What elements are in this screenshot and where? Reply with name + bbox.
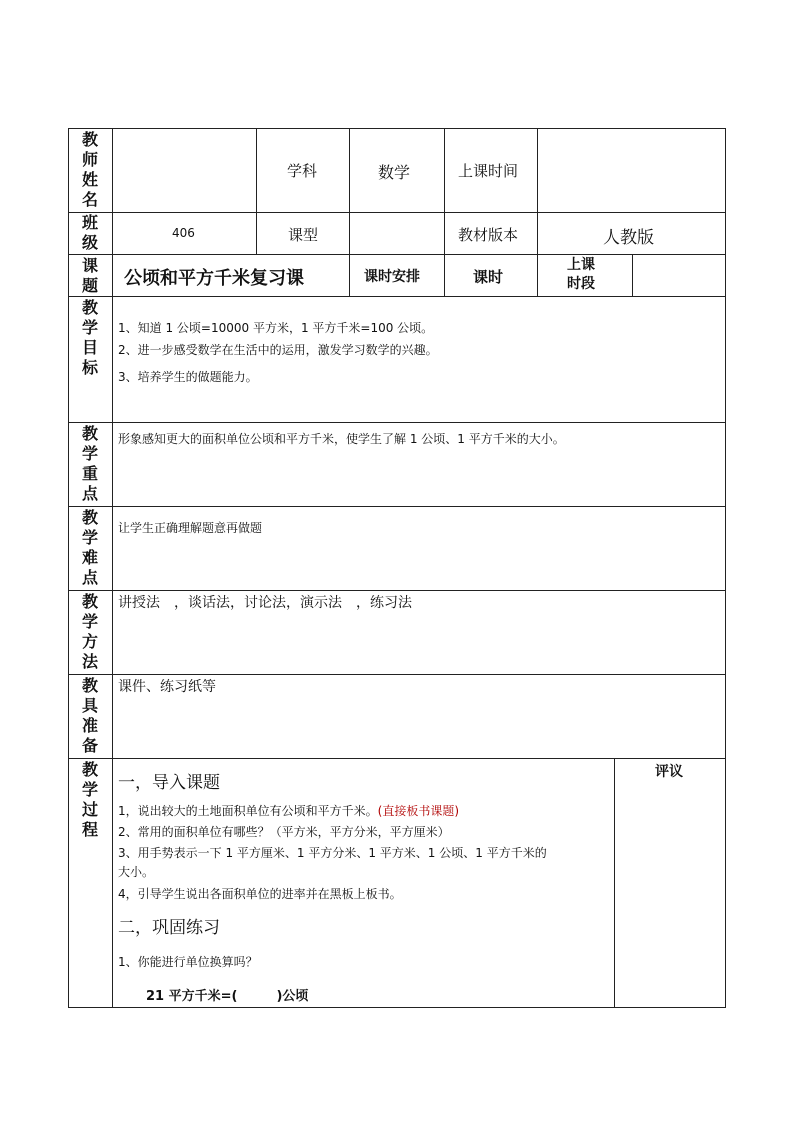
period-time-label: 上课 时段 <box>567 257 595 292</box>
methods-label: 教 学 方 法 <box>81 592 98 671</box>
topic-label: 课 题 <box>81 256 98 295</box>
process-item-3-line-1: 3、用手势表示一下 1 平方厘米、1 平方分米、1 平方米、1 公顷、1 平方千米的 <box>118 846 547 860</box>
section-1-title: 一，导入课题 <box>118 773 220 793</box>
comment-label: 评议 <box>655 764 683 780</box>
goal-line-2: 2、进一步感受数学在生活中的运用，激发学习数学的兴趣。 <box>118 343 438 357</box>
period-label: 课时 <box>473 268 504 286</box>
row-divider <box>68 422 726 423</box>
row-divider <box>68 506 726 507</box>
difficulties-label: 教 学 难 点 <box>81 508 98 587</box>
comment-column-divider <box>614 758 615 1008</box>
class-time-label: 上课时间 <box>458 162 519 180</box>
row-divider <box>68 296 726 297</box>
goals-label: 教 学 目 标 <box>81 298 98 377</box>
column-divider <box>444 128 445 296</box>
item-1-note: (直接板书课题) <box>377 804 460 818</box>
textbook-edition-label: 教材版本 <box>458 226 519 244</box>
teacher-name-label: 教 师 姓 名 <box>81 130 98 209</box>
difficulties-text: 让学生正确理解题意再做题 <box>118 521 263 535</box>
process-item-3-line-2: 大小。 <box>118 865 155 879</box>
class-label: 班 级 <box>81 213 98 252</box>
class-value: 406 <box>172 226 195 240</box>
label-column-divider <box>112 128 113 1008</box>
key-points-text: 形象感知更大的面积单位公顷和平方千米，使学生了解 1 公顷、1 平方千米的大小。 <box>118 432 565 446</box>
exercise-intro: 1、你能进行单位换算吗？ <box>118 955 258 969</box>
row-divider <box>68 212 726 213</box>
column-divider <box>632 254 633 296</box>
methods-text: 讲授法 ，谈话法，讨论法，演示法 ，练习法 <box>118 595 412 611</box>
row-divider <box>68 254 726 255</box>
process-label: 教 学 过 程 <box>81 760 98 839</box>
column-divider <box>256 128 257 254</box>
column-divider <box>349 128 350 296</box>
exercise-1: 21 平方千米=( )公顷 <box>146 989 309 1004</box>
process-item-2: 2、常用的面积单位有哪些？（平方米，平方分米，平方厘米） <box>118 825 450 839</box>
section-2-title: 二，巩固练习 <box>118 918 220 938</box>
goal-line-1: 1、知道 1 公顷=10000 平方米，1 平方千米=100 公顷。 <box>118 321 434 335</box>
row-divider <box>68 674 726 675</box>
tools-text: 课件、练习纸等 <box>118 679 216 695</box>
process-item-4: 4，引导学生说出各面积单位的进率并在黑板上板书。 <box>118 887 402 901</box>
schedule-label: 课时安排 <box>364 269 420 285</box>
subject-value: 数学 <box>378 163 411 182</box>
textbook-edition-value: 人教版 <box>603 228 654 248</box>
lesson-plan-table <box>68 128 726 1008</box>
process-item-1: 1，说出较大的土地面积单位有公顷和平方千米。(直接板书课题) <box>118 804 460 818</box>
tools-label: 教 具 准 备 <box>81 676 98 755</box>
goal-line-3: 3、培养学生的做题能力。 <box>118 370 258 384</box>
subject-label: 学科 <box>287 162 318 180</box>
column-divider <box>537 128 538 296</box>
lesson-type-label: 课型 <box>288 226 319 244</box>
row-divider <box>68 758 726 759</box>
key-points-label: 教 学 重 点 <box>81 424 98 503</box>
topic-value: 公顷和平方千米复习课 <box>124 268 304 289</box>
row-divider <box>68 590 726 591</box>
